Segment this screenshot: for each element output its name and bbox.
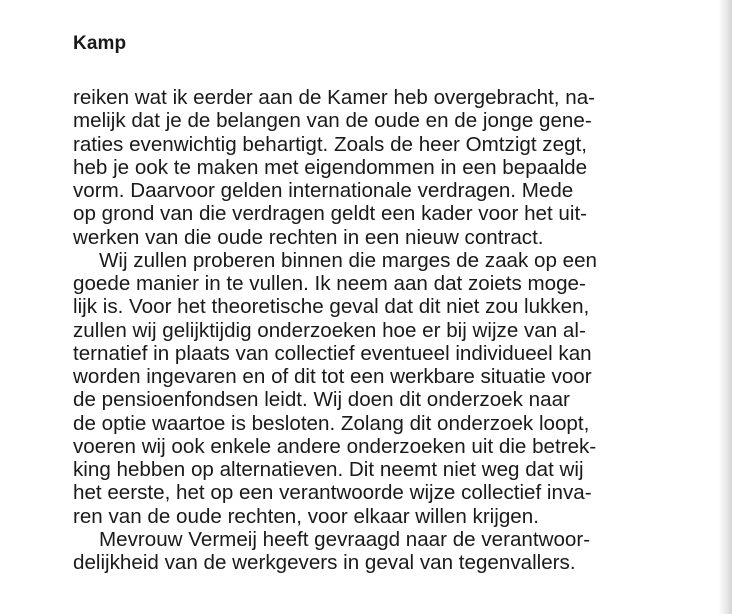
paragraph-first-line: Wij zullen proberen binnen die marges de zaak op een — [99, 248, 597, 272]
text-line: ren van de oude rechten, voor elkaar willen krijgen. — [73, 504, 539, 528]
text-line: zullen wij gelijktijdig onderzoeken hoe er bij wijze van al- — [73, 318, 586, 342]
text-line: delijkheid van de werkgevers in geval van tegenvallers. — [73, 551, 576, 574]
text-line: vorm. Daarvoor gelden internationale verdragen. Mede — [73, 179, 574, 202]
paragraph-first-line: Mevrouw Vermeij heeft gevraagd naar de verantwoor- — [99, 527, 591, 551]
text-line: raties evenwichtig behartigt. Zoals de heer Omtzigt zegt, — [73, 132, 587, 156]
text-line: ternatief in plaats van collectief eventueel individueel kan — [73, 341, 592, 365]
text-line: king hebben op alternatieven. Dit neemt niet weg dat wij — [73, 458, 584, 481]
speaker-heading: Kamp — [73, 33, 127, 54]
text-line: werken van die oude rechten in een nieuw contract. — [73, 225, 544, 249]
text-line: op grond van die verdragen geldt een kader voor het uit- — [73, 202, 588, 226]
text-line: goede manier in te vullen. Ik neem aan dat zoiets moge- — [73, 272, 586, 295]
text-line: het eerste, het op een verantwoorde wijze collectief inva- — [73, 481, 592, 505]
text-line: reiken wat ik eerder aan de Kamer heb overgebracht, na- — [73, 86, 596, 109]
text-line: de pensioenfondsen leidt. Wij doen dit onderzoek naar — [73, 388, 570, 412]
page-edge-shadow — [718, 0, 732, 614]
text-line: voeren wij ook enkele andere onderzoeken uit die betrek- — [73, 434, 597, 458]
text-line: melijk dat je de belangen van de oude en de jonge gene- — [73, 109, 592, 133]
text-line: worden ingevaren en of dit tot een werkbare situatie voor — [73, 365, 592, 388]
text-line: heb je ook te maken met eigendommen in een bepaalde — [73, 155, 588, 179]
text-line: de optie waartoe is besloten. Zolang dit onderzoek loopt, — [73, 411, 590, 435]
document-body — [73, 86, 693, 574]
text-line: lijk is. Voor het theoretische geval dat dit niet zou lukken, — [73, 295, 590, 319]
